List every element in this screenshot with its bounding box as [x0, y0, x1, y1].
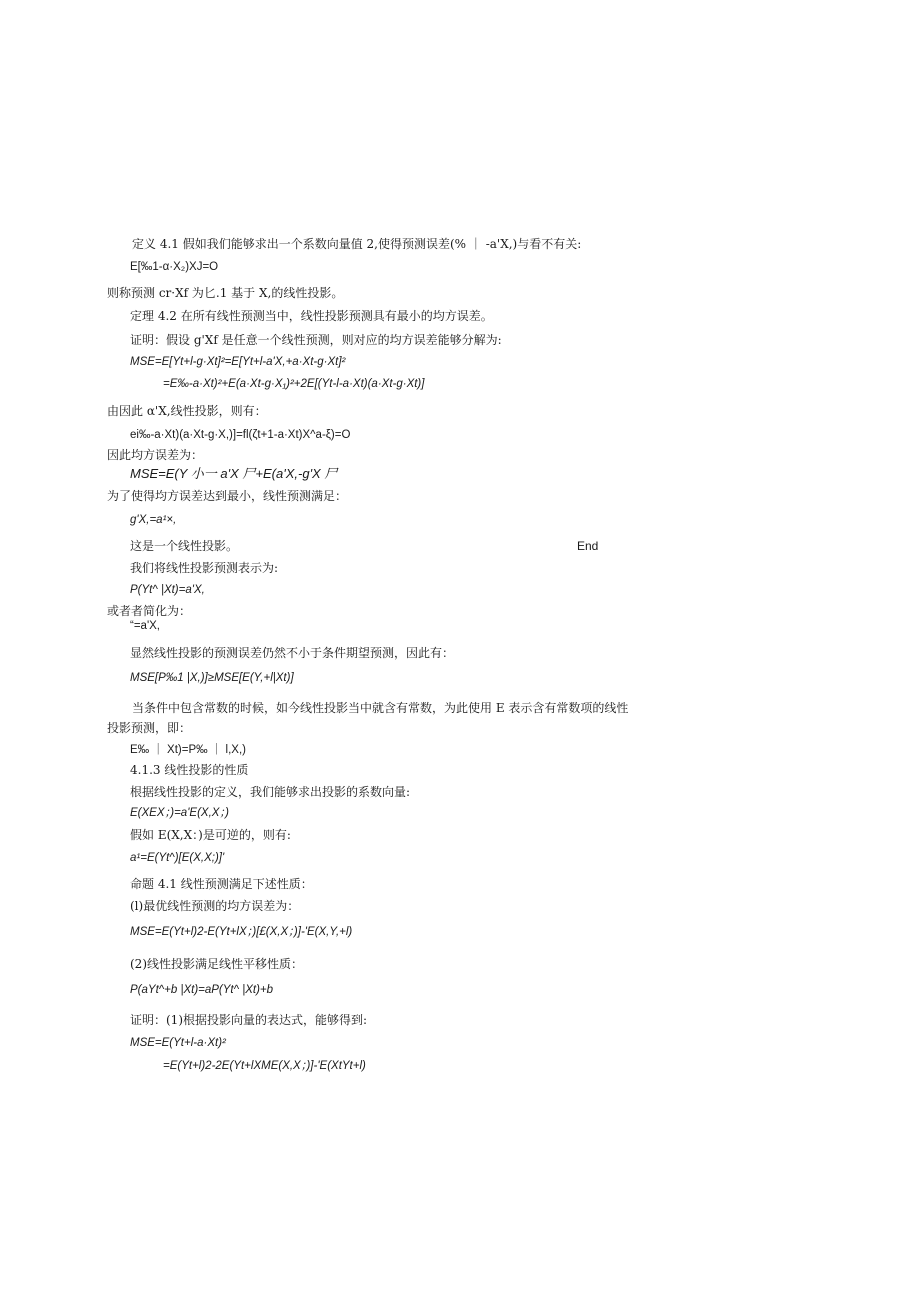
- proposition-4-1: 命题 4.1 线性预测满足下述性质：: [130, 877, 313, 891]
- equation-line: MSE=E(Y 小一 a'X 尸+E(a'X,-g'X 尸: [130, 466, 338, 481]
- equation-line: ei‰-a·Xt)(a·Xt-g·X,)]=fl(ζt+1-a·Xt)X^a-ξ)=O: [130, 429, 351, 441]
- text-line: 当条件中包含常数的时候，如今线性投影当中就含有常数，为此使用 E 表示含有常数项的线性: [132, 701, 629, 715]
- text-line: 假如 E(X,X：)是可逆的，则有:: [130, 828, 291, 842]
- equation-line: P(Yt^ |Xt)=a'X,: [130, 584, 205, 596]
- text-line: 为了使得均方误差达到最小，线性预测满足：: [107, 489, 348, 503]
- equation-line: a¹=E(Yt^)[E(X,X;)]': [130, 852, 225, 864]
- text-line: 则称预测 cr·Xf 为匕.1 基于 X,的线性投影。: [107, 286, 344, 300]
- equation-line: MSE=E[Yt+l-g·Xt]²=E[Yt+l-a'X,+a·Xt-g·Xt]²: [130, 356, 346, 368]
- theorem-4-2: 定理 4.2 在所有线性预测当中，线性投影预测具有最小的均方误差。: [130, 309, 493, 323]
- text-line: (l)最优线性预测的均方误差为：: [130, 899, 300, 913]
- text-line: 根据线性投影的定义，我们能够求出投影的系数向量:: [130, 785, 411, 799]
- proof-line: 证明：假设 g'Xf 是任意一个线性预测，则对应的均方误差能够分解为:: [130, 333, 502, 347]
- equation-line: MSE=E(Yt+l)2-E(Yt+lX；)[£(X,X；)]-'E(X,Y,+l): [130, 926, 353, 938]
- text-line: (2)线性投影满足线性平移性质：: [130, 957, 303, 971]
- text-line: 显然线性投影的预测误差仍然不小于条件期望预测，因此有：: [130, 646, 455, 660]
- text-line: 投影预测，即：: [107, 721, 192, 735]
- equation-line: P(aYt^+b |Xt)=aP(Yt^ |Xt)+b: [130, 984, 274, 996]
- text-line: 或者者简化为：: [107, 604, 192, 618]
- equation-line: E‰ ｜ Xt)=P‰ ｜ l,X,): [130, 744, 246, 756]
- proof-line: 证明：(1)根据投影向量的表达式，能够得到:: [130, 1013, 368, 1027]
- text-line: 这是一个线性投影。: [130, 539, 239, 553]
- equation-line: =E(Yt+l)2-2E(Yt+lXME(X,X；)]-'E(XtYt+l): [163, 1060, 366, 1072]
- equation-line: =E‰-a·Xt)²+E(a·Xt-g·X₁)²+2E[(Yt-l-a·Xt)(a·Xt-g·Xt)]: [163, 378, 425, 390]
- equation-line: E(XEX；)=a'E(X,X；): [130, 807, 230, 819]
- equation-line: MSE[P‰1 |X,)]≥MSE[E(Y,+l|Xt)]: [130, 672, 294, 684]
- text-line: 因此均方误差为：: [107, 448, 204, 462]
- equation-line: E[‰1-α·X₂)XJ=O: [130, 261, 219, 273]
- text-line: 我们将线性投影预测表示为:: [130, 561, 279, 575]
- end-marker: End: [577, 539, 599, 553]
- equation-line: MSE=E(Yt+l-a·Xt)²: [130, 1037, 226, 1049]
- definition-4-1: 定义 4.1 假如我们能够求出一个系数向量值 2,使得预测误差(% ｜ -a'X,)与看不有关:: [132, 237, 582, 251]
- text-line: 由因此 α'X,线性投影，则有：: [107, 404, 267, 418]
- equation-line: “=a'X,: [130, 620, 161, 632]
- section-heading-4-1-3: 4.1.3 线性投影的性质: [130, 763, 249, 777]
- equation-line: g'X,=a¹×,: [130, 514, 177, 526]
